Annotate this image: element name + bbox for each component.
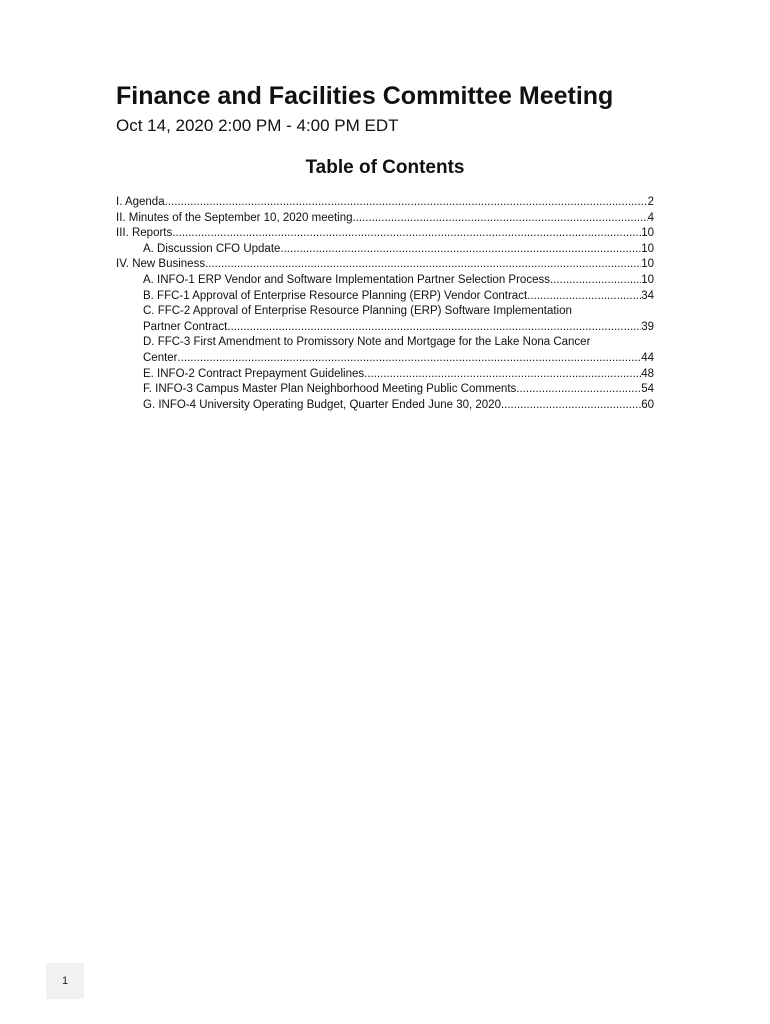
toc-entry-page: 60	[641, 398, 654, 411]
dot-leader	[205, 257, 641, 273]
toc-entry-page: 2	[647, 196, 654, 208]
toc-entry-page: 10	[641, 227, 654, 240]
toc-entry-label: F. INFO-3 Campus Master Plan Neighborhood Meeting Public Comments	[143, 383, 517, 396]
page-number: 1	[46, 963, 84, 999]
toc-entry-ffc-3-line1[interactable]: D. FFC-3 First Amendment to Promissory Note and Mortgage for the Lake Nona Cancer	[143, 336, 591, 349]
toc-entry-label: A. INFO-1 ERP Vendor and Software Implementation Partner Selection Process	[143, 273, 550, 286]
toc-entry-agenda[interactable]	[116, 195, 654, 211]
dot-leader	[501, 398, 641, 414]
dot-leader	[227, 320, 641, 336]
toc-entry-ffc-2[interactable]	[116, 320, 654, 336]
toc-entry-page: 10	[641, 258, 654, 271]
toc-entry-label: IV. New Business	[116, 258, 206, 271]
toc-entry-page: 54	[641, 383, 654, 396]
dot-leader	[516, 382, 641, 398]
toc-entry-ffc-2-line1[interactable]: C. FFC-2 Approval of Enterprise Resource Planning (ERP) Software Implementation	[143, 305, 572, 318]
document-title: Finance and Facilities Committee Meeting	[116, 82, 614, 110]
dot-leader	[527, 289, 641, 305]
toc-entry-page: 10	[641, 242, 654, 255]
toc-entry-page: 10	[641, 273, 654, 286]
toc-entry-label: Center	[143, 351, 178, 364]
toc-entry-page: 4	[647, 211, 654, 224]
toc-entry-label: III. Reports	[116, 227, 173, 240]
toc-entry-ffc-1[interactable]	[116, 289, 654, 305]
dot-leader	[550, 273, 641, 289]
dot-leader	[165, 195, 648, 211]
dot-leader	[178, 351, 642, 367]
toc-entry-label: Partner Contract	[143, 320, 228, 333]
toc-entry-page: 39	[641, 320, 654, 333]
dot-leader	[353, 211, 648, 227]
toc-entry-info-2[interactable]	[116, 367, 654, 383]
toc-entry-page: 34	[641, 289, 654, 302]
toc-entry-label: B. FFC-1 Approval of Enterprise Resource Planning (ERP) Vendor Contract	[143, 289, 528, 302]
toc-entry-minutes[interactable]	[116, 211, 654, 227]
toc-entry-label: A. Discussion CFO Update	[143, 242, 281, 255]
toc-entry-label: II. Minutes of the September 10, 2020 meeting	[116, 211, 353, 224]
toc-heading: Table of Contents	[305, 157, 465, 178]
toc-entry-label: G. INFO-4 University Operating Budget, Quarter Ended June 30, 2020	[143, 398, 501, 411]
dot-leader	[280, 242, 641, 258]
toc-entry-label: I. Agenda	[116, 196, 165, 208]
dot-leader	[364, 367, 641, 383]
toc-entry-reports[interactable]	[116, 226, 654, 242]
toc-entry-info-1[interactable]	[116, 273, 654, 289]
dot-leader	[172, 226, 641, 242]
toc-entry-new-business[interactable]	[116, 257, 654, 273]
meeting-datetime: Oct 14, 2020 2:00 PM - 4:00 PM EDT	[116, 116, 399, 135]
toc-entry-page: 44	[641, 351, 654, 364]
toc-entry-ffc-3[interactable]	[116, 351, 654, 367]
toc-entry-info-4[interactable]	[116, 398, 654, 414]
table-of-contents	[116, 195, 654, 413]
toc-entry-page: 48	[641, 367, 654, 380]
toc-entry-label: E. INFO-2 Contract Prepayment Guidelines	[143, 367, 365, 380]
toc-entry-info-3[interactable]	[116, 382, 654, 398]
toc-entry-cfo-update[interactable]	[116, 242, 654, 258]
